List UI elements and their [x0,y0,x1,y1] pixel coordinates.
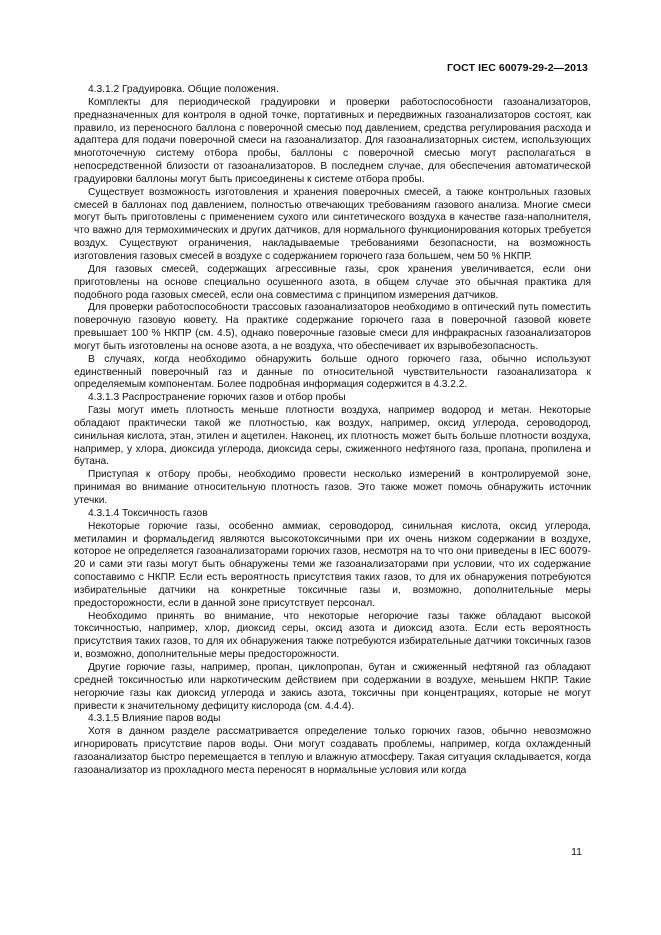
paragraph: Некоторые горючие газы, особенно аммиак, сероводород, синильная кислота, оксид углерода, метиламин и формальдегид являются высокотоксичными при их очень низком содержании в воздухе, которое не определяется газоанализаторами горючих газов, несмотря на то что они приведены в IEC 60079-20 и сами эти газы могут быть обнаружены теми же газоанализаторами при условии, что их содержание сопоставимо с НКПР. Если есть вероятность присутствия таких газов, то для их обнаружения потребуются избирательные датчики на конкретные токсичные газы и, возможно, дополнительные меры предосторожности, если в данной зоне присутствует персонал. [74,520,591,609]
paragraph: Газы могут иметь плотность меньше плотности воздуха, например водород и метан. Некоторые обладают практически такой же плотностью, как воздух, например, оксид углерода, сероводород, синильная кислота, этан, этилен и ацетилен. Наконец, их плотность может быть больше плотности воздуха, например, у хлора, диоксида углерода, диоксида серы, сжиженного нефтяного газа, пропана, пропилена и бутана. [74,405,591,468]
paragraph: Другие горючие газы, например, пропан, циклопропан, бутан и сжиженный нефтяной газ обладают средней токсичностью или наркотическим действием при содержании в воздухе, меньшем НКПР. Такие негорючие газы как диоксид углерода и закись азота, токсичны при концентрациях, которые не могут привести к значительному дефициту кислорода (см. 4.4.4). [74,661,591,712]
document-body [74,84,591,778]
paragraph: Комплекты для периодической градуировки и проверки работоспособности газоанализаторов, предназначенных для контроля в одной точке, портативных и передвижных газоанализаторов состоят, как правило, из переносного баллона с поверочной смесью под давлением, средства регулирования расхода и адаптера для подачи поверочной смеси на газоанализатор. Для газоанализаторных систем, использующих многоточечную систему отбора пробы, баллоны с поверочной смесью могут располагаться в непосредственной близости от газоанализаторов. В последнем случае, для обеспечения автоматической градуировки баллоны могут быть присоединены к системе отбора пробы. [74,96,591,185]
paragraph: Приступая к отбору пробы, необходимо провести несколько измерений в контролируемой зоне, принимая во внимание относительную плотность газов. Это также может помочь обнаружить источник утечки. [74,469,591,506]
paragraph: Необходимо принять во внимание, что некоторые негорючие газы также обладают высокой токсичностью, например, хлор, диоксид серы, оксид азота и диоксид азота. Если есть вероятность присутствия таких газов, то для их обнаружения также потребуются избирательные датчики токсичных газов и, возможно, дополнительные меры предосторожности. [74,610,591,661]
section-heading-4-3-1-2: 4.3.1.2 Градуировка. Общие положения. [88,84,279,95]
paragraph: Для проверки работоспособности трассовых газоанализаторов необходимо в оптический путь поместить поверочную газовую кювету. На практике содержание горючего газа в поверочной газовой кювете превышает 100 % НКПР (см. 4.5), однако поверочные газовые смеси для инфракрасных газоанализаторов могут быть изготовлены на основе азота, а не воздуха, что обеспечивает их взрывобезопасность. [74,302,591,352]
page-number: 11 [571,846,582,858]
section-heading-4-3-1-4: 4.3.1.4 Токсичность газов [88,507,208,519]
section-heading-4-3-1-5: 4.3.1.5 Влияние паров воды [88,713,221,725]
paragraph: Для газовых смесей, содержащих агрессивные газы, срок хранения увеличивается, если они приготовлены на основе специально осушенного азота, в общем случае это обычная практика для подобного рода газовых смесей, если она совместима с принципом измерения датчиков. [74,263,591,301]
paragraph: Существует возможность изготовления и хранения поверочных смесей, а также контрольных газовых смесей в баллонах под давлением, полностью отвечающих требованиям газового анализа. Многие смеси могут быть приготовлены с применением сухого или синтетического воздуха в качестве газа-наполнителя, что важно для термохимических и других датчиков, для нормального функционирования которых требуется воздух. Существуют ограничения, накладываемые требованиями безопасности, на возможность изготовления газовых смесей в воздухе с содержанием горючего газа большем, чем 50 % НКПР. [74,186,591,262]
document-code-header: ГОСТ IEC 60079-29-2—2013 [446,62,588,74]
section-heading-4-3-1-3: 4.3.1.3 Распространение горючих газов и отбор пробы [88,392,346,404]
paragraph: В случаях, когда необходимо обнаружить больше одного горючего газа, обычно используют единственный поверочный газ и данные по относительной чувствительности газоанализатора к определяемым компонентам. Более подробная информация содержится в 4.3.2.2. [74,353,591,391]
paragraph: Хотя в данном разделе рассматривается определение только горючих газов, обычно невозможно игнорировать присутствие паров воды. Они могут создавать проблемы, например, когда охлажденный газоанализатор быстро перемещается в теплую и влажную атмосферу. Такая ситуация складывается, когда газоанализатор из прохладного места переносят в нормальные условия или когда [74,726,591,776]
